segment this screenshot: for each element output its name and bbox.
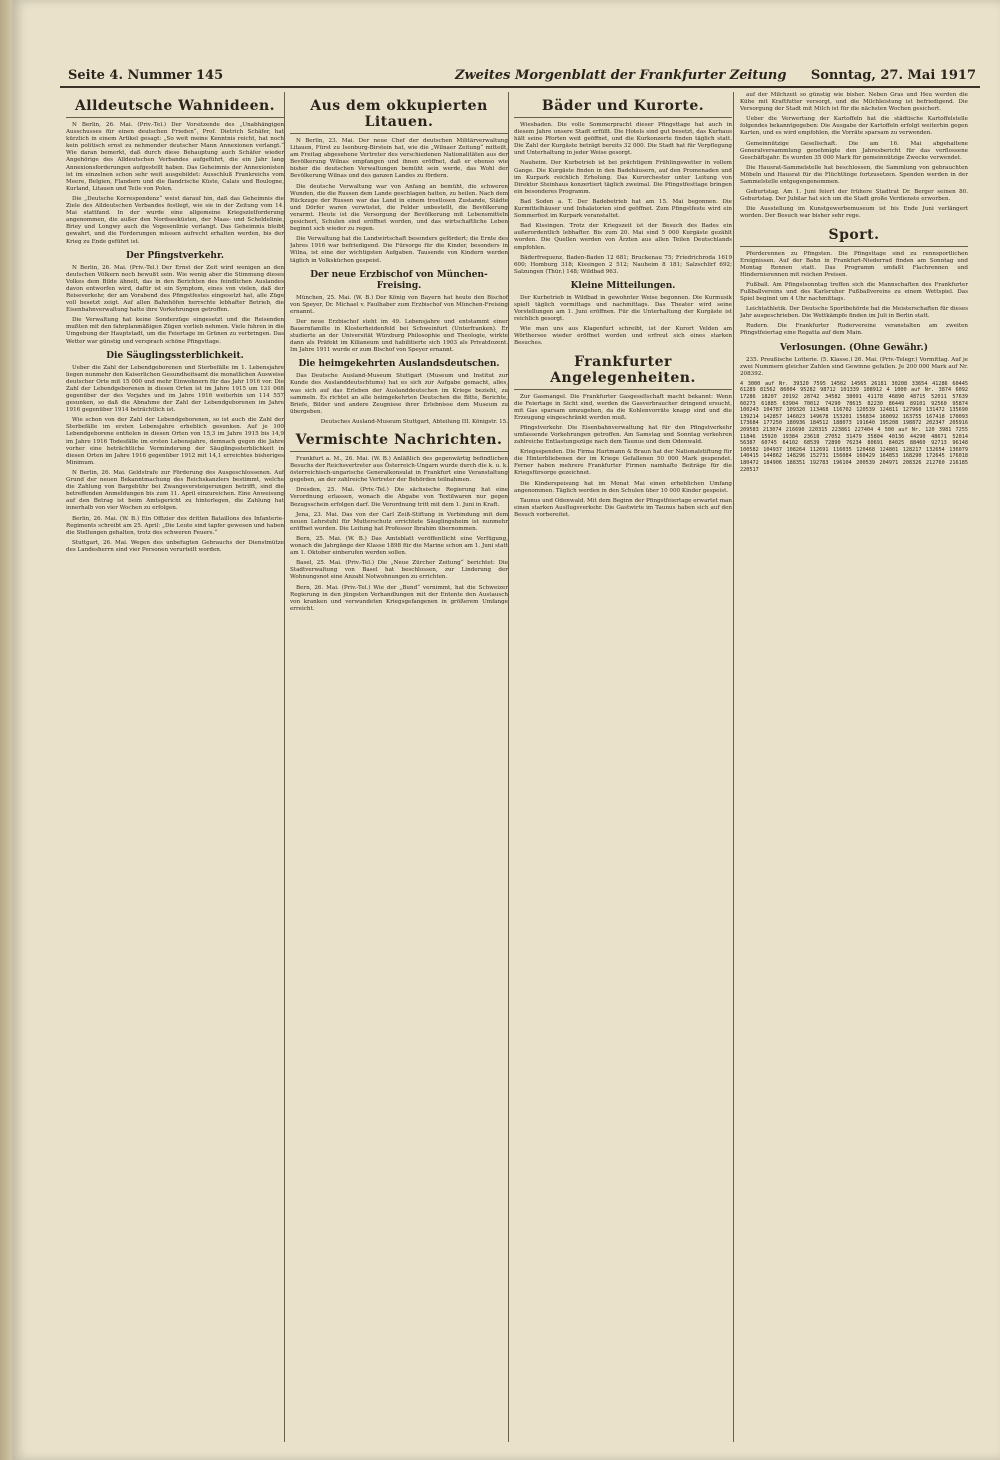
article-paragraph: Ueber die Verwertung der Kartoffeln hat die städtische Kartoffelstelle folgendes bekanntgegeben: Die Ausgabe der Kartoffeln erfolgt weiterhin gegen Karten, und es wird empfohlen, die Vorräte sparsam zu verwenden. bbox=[740, 116, 968, 137]
article-paragraph: N Berlin, 26. Mai. (Priv.-Tel.) Der Vorsitzende des „Unabhängigen Ausschusses für einen deutschen Frieden“, Prof. Dietrich Schäfer, hat kürzlich in einem Artikel gesagt: „So weit meine Kenntnis reicht, hat noch kein politisch ernst zu nehmender deutscher Mann Annexionen verlangt.“ Wie daran bemerkt, daß durch diese Behauptung auch Schäfer wieder Angehörige des Alldeutschen Verbandes aufgeführt, die ein Jahr lang Annexionsforderungen aufgestellt haben. Das Geheimnis der Annexionisten ist im einzelnen schon sehr weit ausgebildet: Ausschluß Frankreichs vom Meere, Belgien, Flandern und die flandrische Küste, Calais und Boulogne, Kurland, Litauen und Teile von Polen. bbox=[66, 122, 284, 192]
issue-date: Sonntag, 27. Mai 1917 bbox=[810, 68, 976, 83]
article-paragraph: Taunus und Odenwald. Mit dem Beginn der Pfingstfeiertage erwartet man einen starken Ausflugsverkehr. Die Gastwirte im Taunus haben sich auf den Besuch vorbereitet. bbox=[514, 497, 732, 518]
headline-sport: Sport. bbox=[740, 227, 968, 247]
article-paragraph: Die „Deutsche Korrespondenz“ weist darauf hin, daß das Geheimnis die Ziele des Alldeutschen Verbandes festlegt, wie sie in der Zeitung vom 14. Mai stattfand. In der wurde eine allgemeine Kriegszielforderung angenommen, die außer den Nordseeküsten, der Maas- und Scheldelinie, Briey und Longwy auch die Vogesenlinie verlangt. Das Geheimnis bleibt gewahrt, und die Forderungen müssen aufrecht erhalten werden, bis der Krieg zu Ende geführt ist. bbox=[66, 195, 284, 245]
article-paragraph: Wie man uns aus Klagenfurt schreibt, ist der Kurort Velden am Wörthersee wieder eröffnet worden und erfreut sich eines starken Besuches. bbox=[514, 326, 732, 347]
article-paragraph: Die Hausrat-Sammelstelle hat beschlossen, die Sammlung von gebrauchten Möbeln und Hausrat für die Flüchtlinge fortzusetzen. Spenden werden in der Sammelstelle entgegengenommen. bbox=[740, 164, 968, 186]
article-paragraph: Zur Gasmangel. Die Frankfurter Gasgesellschaft macht bekannt: Wenn die Feiertage in Sicht sind, werden die Gasverbraucher dringend ersucht, mit Gas sparsam umzugehen, da die Kohlenvorräte knapp sind und die Erzeugung eingeschränkt werden muß. bbox=[514, 393, 732, 421]
article-paragraph: Rudern. Die Frankfurter Rudervereine veranstalten am zweiten Pfingstfeiertag eine Regatta auf dem Main. bbox=[740, 323, 968, 337]
article-paragraph: Die Verwaltung hat keine Sonderzüge eingesetzt und die Reisenden mußten mit den fahrplanmäßigen Zügen vorlieb nehmen. Viele fuhren in die Umgebung der Hauptstadt, um die Feiertage im Grünen zu verbringen. Das Wetter war günstig und versprach schöne Pfingsttage. bbox=[66, 317, 284, 345]
article-paragraph: Kriegsspenden. Die Firma Hartmann & Braun hat der Nationalstiftung für die Hinterbliebenen der im Kriege Gefallenen 50 000 Mark gespendet. Ferner haben mehrere Frankfurter Firmen namhafte Beiträge für die Kriegsfürsorge gezeichnet. bbox=[514, 449, 732, 477]
lottery-numbers: 4 3000 auf Nr. 39320 7595 14502 14565 26181 30208 33654 41286 60445 61289 81562 86004 95282 98712 101339 108912 4 1000 auf Nr. 3874 6092 17286 18207 20192 28742 34582 38091 41178 46890 48715 52011 57639 60273 61885 63904 70012 74290 78615 82230 86449 89101 92560 95874 100243 104787 109320 113468 116702 120539 124811 127960 131472 135690 139214 142857 146023 149678 153201 156834 160092 163755 167418 170093 173684 177250 180936 184512 188073 191640 195208 198872 202347 205916 209583 213074 216690 220315 223861 227404 4 500 auf Nr. 120 3981 7255 11846 15920 19384 23618 27052 31479 35804 40136 44290 48671 52014 56387 60745 64102 68539 72890 76234 80691 84025 88460 92713 96148 100582 104937 108264 112691 116035 120468 124801 128217 132654 136079 140415 144862 148296 152731 156084 160429 164853 168290 172645 176018 180472 184906 188351 192783 196104 200539 204971 208326 212760 216185 220517 bbox=[740, 380, 968, 473]
column-3 bbox=[514, 92, 732, 1442]
article-paragraph: auf der Milchzeit so günstig wie bisher. Neben Gras und Heu werden die Kühe mit Kraftfutter versorgt, und die Milchleistung ist befriedigend. Die Versorgung der Stadt mit Milch ist für die nächsten Wochen gesichert. bbox=[740, 92, 968, 113]
article-paragraph: N Berlin, 26. Mai. (Priv.-Tel.) Der Ernst der Zeit wird wenigen an den deutschen Völkern noch bewußt sein. Wie wenig aber die Stimmung dieses Volkes dem Bilde ähnelt, das in den Berichten des feindlichen Auslandes davon entworfen wird, dafür ist ein Symptom, eines von vielen, daß der Reiseverkehr, der am Vorabend des Pfingstfestes eingesetzt hat, alle Züge voll besetzt zeigt. Auf allen Bahnhöfen herrschte lebhafter Betrieb, die Eisenbahnverwaltung hatte ihre Vorkehrungen getroffen. bbox=[66, 264, 284, 314]
article-paragraph: Frankfurt a. M., 26. Mai. (W. B.) Anläßlich des gegenwärtig befindlichen Besuchs der Reichsvertreter aus Österreich-Ungarn wurde durch die k. u. k. österreichisch-ungarische Generalkonsulat in Frankfurt eine Veranstaltung gegeben, an der zahlreiche Vertreter der Behörden teilnahmen. bbox=[290, 456, 508, 484]
column-rule bbox=[284, 92, 285, 1442]
headline-heimkehr: Die heimgekehrten Auslandsdeutschen. bbox=[298, 359, 500, 370]
article-paragraph: Bad Kissingen. Trotz der Kriegszeit ist der Besuch des Bades ein außerordentlich lebhafter. Bis zum 20. Mai sind 5 000 Kurgäste gezählt worden. Die Quellen werden von Ärzten aus allen Teilen Deutschlands empfohlen. bbox=[514, 223, 732, 251]
headline-kleine: Kleine Mitteilungen. bbox=[570, 280, 676, 291]
article-paragraph: Fußball. Am Pfingstsonntag treffen sich die Mannschaften des Frankfurter Fußballvereins und des Karlsruher Fußballvereins zu einem Wettspiel. Das Spiel beginnt um 4 Uhr nachmittags. bbox=[740, 281, 968, 303]
column-1 bbox=[66, 92, 284, 1442]
article-paragraph: Jena, 23. Mai. Das von der Carl Zeiß-Stiftung in Verbindung mit dem neuen Lehrstuhl für Mutterschutz errichtete Säuglingsheim ist nunmehr eröffnet worden. Die Leitung hat Professor Ibrahim übernommen. bbox=[290, 511, 508, 532]
article-paragraph: Bern, 25. Mai. (W. B.) Das Amtsblatt veröffentlicht eine Verfügung, wonach die Jahrgänge der Klasse 1898 für die Marine schon am 1. Juni statt am 1. Oktober einberufen werden sollen. bbox=[290, 535, 508, 557]
headline-erzbischof: Der neue Erzbischof von München-Freising. bbox=[310, 269, 488, 291]
page-number: Seite 4. Nummer 145 bbox=[68, 68, 224, 83]
article-paragraph: Bäderfrequenz, Baden-Baden 12 681; Bruckenau 75; Friedrichroda 1619 600; Homburg 318; Kissingen 2 512; Nauheim 8 181; Salzschlirf 692; Salzungen (Thür.) 148; Wildbad 963. bbox=[514, 254, 732, 275]
article-paragraph: Der neue Erzbischof steht im 49. Lebensjahre und entstammt einer Bauernfamilie in Klosterheidenfeld bei Schweinfurt (Unterfranken). Er studierte an der Universität Würzburg Philosophie und Theologie, wirkte dann als Präfekt im Kilianeum und habilitierte sich 1903 als Privatdozent. Im Jahre 1911 wurde er zum Bischof von Speyer ernannt. bbox=[290, 318, 508, 354]
article-paragraph: Die Ausstellung im Kunstgewerbemuseum ist bis Ende Juni verlängert worden. Der Besuch war bisher sehr rege. bbox=[740, 206, 968, 220]
article-paragraph: Wiesbaden. Die volle Sommerpracht dieser Pfingsttage hat auch in diesem Jahre unsere Stadt erfüllt. Die Hotels sind gut besetzt, das Kurhaus hält seine Pforten weit geöffnet, und die Kurkonzerte finden täglich statt. Die Zahl der Kurgäste beträgt bereits 32 000. Die Stadt hat für Verpflegung und Unterhaltung in jeder Weise gesorgt. bbox=[514, 122, 732, 157]
article-paragraph: Wie schon von der Zahl der Lebendgeborenen, so ist auch die Zahl der Sterbefälle im ersten Lebensjahre erheblich gesunken. Auf je 100 Lebendgeborene entfielen in diesen Orten von 15,3 im Jahre 1915 bis 14,9 im Jahre 1916 Todesfälle im ersten Lebensjahre, demnach gegen die Jahre vorher eine beträchtliche Verminderung der Säuglingssterblichkeit in diesen Orten im Jahre 1916 gegenüber 1912 mit 14,1 erreichtes bisheriges Minimum. bbox=[66, 417, 284, 466]
article-paragraph: Der Kurbetrieb in Wildbad in gewohnter Weise begonnen. Die Kurmusik spielt täglich vormittags und nachmittags. Das Theater wird seine Vorstellungen am 1. Juni eröffnen. Für die Unterhaltung der Kurgäste ist reichlich gesorgt. bbox=[514, 294, 732, 323]
article-paragraph: 235. Preußische Lotterie. (5. Klasse.) 26. Mai. (Priv.-Telegr.) Vormittag. Auf je zwei Nummern gleicher Zahlen sind Gewinne gefallen. Je 200 000 Mark auf Nr. 208392. bbox=[740, 356, 968, 377]
column-2 bbox=[290, 92, 508, 1442]
headline-baeder: Bäder und Kurorte. bbox=[514, 98, 732, 118]
headline-pfingstverkehr: Der Pfingstverkehr. bbox=[125, 250, 225, 261]
column-rule bbox=[733, 92, 734, 1442]
article-paragraph: Gemeinnützige Gesellschaft. Die am 16. Mai abgehaltene Generalversammlung genehmigte den Jahresbericht für das verflossene Geschäftsjahr. Es wurden 35 000 Mark für gemeinnützige Zwecke verwendet. bbox=[740, 140, 968, 161]
article-paragraph: Die deutsche Verwaltung war von Anfang an bemüht, die schweren Wunden, die die Russen dem Lande geschlagen hatten, zu heilen. Nach dem Rückzuge der Russen war das Land in einem trostlosen Zustande, Städte und Dörfer waren verwüstet, die Felder unbestellt, die Bevölkerung verarmt. Heute ist die Versorgung der Bevölkerung mit Lebensmitteln gesichert, Schulen sind eröffnet worden, und das wirtschaftliche Leben beginnt sich wieder zu regen. bbox=[290, 183, 508, 233]
headline-verlosungen: Verlosungen. (Ohne Gewähr.) bbox=[780, 342, 928, 353]
article-paragraph: Pferderennen zu Pfingsten. Die Pfingsttage sind zu rennsportlichen Ereignissen. Auf der Bahn in Frankfurt-Niederrad finden am Sonntag und Montag Rennen statt. Das Programm umfaßt Flachrennen und Hindernisrennen mit reichen Preisen. bbox=[740, 250, 968, 278]
headline-litauen: Aus dem okkupierten Litauen. bbox=[290, 98, 508, 134]
headline-vermischte: Vermischte Nachrichten. bbox=[290, 432, 508, 452]
headline-alldeutsche: Alldeutsche Wahnideen. bbox=[66, 98, 284, 118]
article-paragraph: Leichtathletik. Der Deutsche Sportbehörde hat die Meisterschaften für dieses Jahr ausgeschrieben. Die Wettkämpfe finden im Juli in Berlin statt. bbox=[740, 306, 968, 320]
article-paragraph: Ueber die Zahl der Lebendgeborenen und Sterbefälle im 1. Lebensjahre liegen nunmehr den Kaiserlichen Gesundheitsamt die monatlichen Ausweise deutscher Orte mit 15 000 und mehr Einwohnern für das Jahr 1916 vor. Die Zahl der Lebendgeborenen in diesen Orten ist im Jahre 1915 um 131 068 gegenüber der des Vorjahrs und im Jahre 1916 weiterhin um 114 557 gesunken, so daß die Abnahme der Zahl der Lebendgeborenen im Jahre 1916 gegenüber 1914 beträchtlich ist. bbox=[66, 364, 284, 414]
article-paragraph: München, 25. Mai. (W. B.) Der König von Bayern hat heute den Bischof von Speyer, Dr. Michael v. Faulhaber zum Erzbischof von München-Freising ernannt. bbox=[290, 294, 508, 315]
article-paragraph: Geburtstag. Am 1. Juni feiert der frühere Stadtrat Dr. Berger seinen 80. Geburtstag. Der Jubilar hat sich um die Stadt große Verdienste erworben. bbox=[740, 189, 968, 203]
article-paragraph: N Berlin, 26. Mai. Geldstrafe zur Förderung des Ausgeschlossenen. Auf Grund der neuen Bekanntmachung des Reichskanzlers bestimmt, welche die Zahlung von Bargebühr bei Zwangsversteigerungen betrifft, sind die betreffenden Anmeldungen bis zum 11. April einzureichen. Eine Anweisung auf den Betrag ist beim Amtsgericht zu hinterlegen, die Zahlung hat innerhalb von vier Wochen zu erfolgen. bbox=[66, 469, 284, 512]
headline-saeuglingssterblichkeit: Die Säuglingssterblichkeit. bbox=[106, 350, 244, 361]
column-rule bbox=[508, 92, 509, 1442]
article-paragraph: Pfingstverkehr. Die Eisenbahnverwaltung hat für den Pfingstverkehr umfassende Vorkehrungen getroffen. Am Samstag und Sonntag verkehren zahlreiche Entlastungszüge nach dem Taunus und dem Odenwald. bbox=[514, 424, 732, 446]
article-paragraph: Berlin, 26. Mai. (W. B.) Ein Offizier des dritten Bataillons des Infanterie-Regiments schreibt am 25. April: „Die Leute sind tapfer gewesen und haben die Stellungen gehalten, trotz des schweren Feuers.“ bbox=[66, 515, 284, 536]
article-paragraph: Die Verwaltung hat die Landwirtschaft besonders gefördert; die Ernte des Jahres 1916 war befriedigend. Die Fürsorge für die Kinder, besonders in Wilna, ist eine der wichtigsten Aufgaben. Tausende von Kindern werden täglich in Volksküchen gespeist. bbox=[290, 236, 508, 264]
article-paragraph: Basel, 25. Mai. (Priv.-Tel.) Die „Neue Zürcher Zeitung“ berichtet: Die Stadtverwaltung von Basel hat beschlossen, zur Linderung der Wohnungsnot eine Anzahl Notwohnungen zu errichten. bbox=[290, 560, 508, 581]
article-paragraph: Bern, 26. Mai. (Priv.-Tel.) Wie der „Bund“ vernimmt, hat die Schweizer Regierung in den jüngsten Verhandlungen mit der Entente den Austausch von kranken und verwundeten Kriegsgefangenen in größerem Umfange erreicht. bbox=[290, 584, 508, 612]
article-paragraph: Stuttgart, 26. Mai. Wegen des unbefugten Gebrauchs der Dienstmütze des Landesherrn sind vier Personen verurteilt worden. bbox=[66, 539, 284, 553]
article-paragraph: Dresden, 25. Mai. (Priv.-Tel.) Die sächsische Regierung hat eine Verordnung erlassen, wonach die Abgabe von Textilwaren nur gegen Bezugsschein erfolgen darf. Die Verordnung tritt mit dem 1. Juni in Kraft. bbox=[290, 487, 508, 508]
article-paragraph: Die Kinderspeisung hat im Monat Mai einen erheblichen Umfang angenommen. Täglich werden in den Schulen über 10 000 Kinder gespeist. bbox=[514, 480, 732, 494]
column-4 bbox=[740, 92, 968, 1442]
article-signature: Deutsches Ausland-Museum Stuttgart, Abteilung III. Königstr. 15. bbox=[320, 418, 508, 425]
headline-frankfurt: Frankfurter Angelegenheiten. bbox=[514, 354, 732, 390]
newspaper-title: Zweites Morgenblatt der Frankfurter Zeitung bbox=[455, 68, 787, 83]
masthead bbox=[60, 68, 980, 88]
article-paragraph: Nauheim. Der Kurbetrieb ist bei prächtigem Frühlingswetter in vollem Gange. Die Kurgäste finden in den Badehäusern, auf den Promenaden und im Kurpark reichlich Erholung. Das Kurorchester unter Leitung von Direktor Steinhaus konzertiert täglich zweimal. Die Pfingstfesttage bringen ein besonderes Programm. bbox=[514, 160, 732, 195]
article-paragraph: Bad Soden a. T. Der Badebetrieb hat am 15. Mai begonnen. Die Kurmittelhäuser und Inhalatorien sind geöffnet. Zum Pfingstfeste wird ein Sommerfest im Kurpark veranstaltet. bbox=[514, 198, 732, 220]
article-paragraph: Das Deutsche Ausland-Museum Stuttgart (Museum und Institut zur Kunde des Auslanddeutschtums) hat es sich zur Aufgabe gemacht, alles, was sich auf das Erleben der Auslanddeutschen im Kriege bezieht, zu sammeln. Es richtet an alle heimgekehrten Deutschen die Bitte, Berichte, Briefe, Bilder und andere Zeugnisse ihrer Erlebnisse dem Museum zu übergeben. bbox=[290, 373, 508, 415]
article-paragraph: N Berlin, 23. Mai. Der neue Chef der deutschen Militärverwaltung Litauen, Fürst zu Isenburg-Birstein hat, wie die „Wilnaer Zeitung“ mitteilt, am Freitag abgesehene Vertreter des verschiedenen Nationalitäten aus der Bevölkerung Wilnas empfangen und ihnen eröffnet, daß er ebenso wie bisher die deutschen Verwaltungen bemüht sein werde, das Wohl der Bevölkerung Wilnas und des ganzen Landes zu fördern. bbox=[290, 138, 508, 180]
